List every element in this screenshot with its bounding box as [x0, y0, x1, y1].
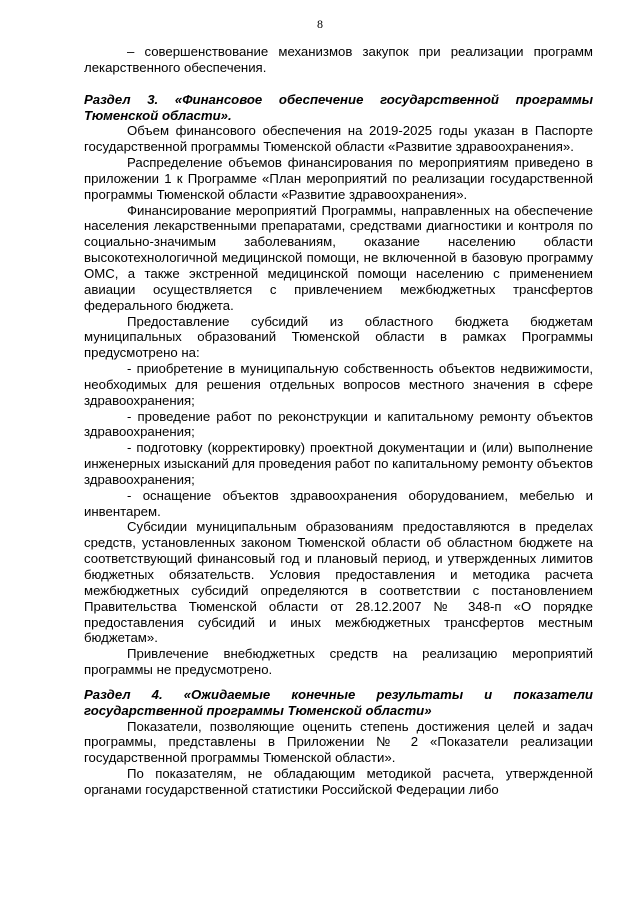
paragraph: Показатели, позволяющие оценить степень достижения целей и задач программы, представлены в Приложении № 2 «Показатели реализации государственной программы Тюменской области». — [84, 718, 593, 766]
paragraph: По показателям, не обладающим методикой расчета, утвержденной органами государственной статистики Российской Федерации либо — [84, 766, 593, 797]
paragraph: - проведение работ по реконструкции и капитальному ремонту объектов здравоохранения; — [84, 408, 593, 440]
paragraph: – совершенствование механизмов закупок при реализации программ лекарственного обеспечения. — [84, 44, 593, 75]
paragraph: Субсидии муниципальным образованиям предоставляются в пределах средств, установленных законом Тюменской области об областном бюджете на соответствующий финансовый год и плановый период, и утвержденных лимитов бюджетных обязательств. Условия предоставления и методика расчета межбюджетных субсидий определяются в соответствии с постановлением Правительства Тюменской области от 28.12.2007 № 348-п «О порядке предоставления субсидий и иных межбюджетных трансфертов местным бюджетам». — [84, 519, 593, 646]
paragraph: - оснащение объектов здравоохранения оборудованием, мебелью и инвентарем. — [84, 487, 593, 519]
paragraph: Привлечение внебюджетных средств на реализацию мероприятий программы не предусмотрено. — [84, 646, 593, 678]
document-body — [84, 44, 593, 798]
paragraph: Объем финансового обеспечения на 2019-2025 годы указан в Паспорте государственной программы Тюменской области «Развитие здравоохранения». — [84, 123, 593, 155]
paragraph: - приобретение в муниципальную собственность объектов недвижимости, необходимых для решения отдельных вопросов местного значения в сфере здравоохранения; — [84, 361, 593, 408]
section-heading: Раздел 4. «Ожидаемые конечные результаты и показатели государственной программы Тюменской области» — [84, 686, 593, 718]
paragraph: Финансирование мероприятий Программы, направленных на обеспечение населения лекарственными препаратами, средствами диагностики и контроля по социально-значимым заболеваниям, оказание населению области высокотехнологичной медицинской помощи, не включенной в базовую программу ОМС, а также экстренной медицинской помощи населению с применением авиации осуществляется с привлечением межбюджетных трансфертов федерального бюджета. — [84, 202, 593, 313]
page-number: 8 — [317, 17, 323, 31]
paragraph: - подготовку (корректировку) проектной документации и (или) выполнение инженерных изысканий для проведения работ по капитальному ремонту объектов здравоохранения; — [84, 440, 593, 487]
section-heading: Раздел 3. «Финансовое обеспечение государственной программы Тюменской области». — [84, 91, 593, 123]
paragraph: Предоставление субсидий из областного бюджета бюджетам муниципальных образований Тюменской области в рамках Программы предусмотрено на: — [84, 313, 593, 361]
paragraph: Распределение объемов финансирования по мероприятиям приведено в приложении 1 к Программе «План мероприятий по реализации государственной программы Тюменской области «Развитие здравоохранения». — [84, 155, 593, 202]
